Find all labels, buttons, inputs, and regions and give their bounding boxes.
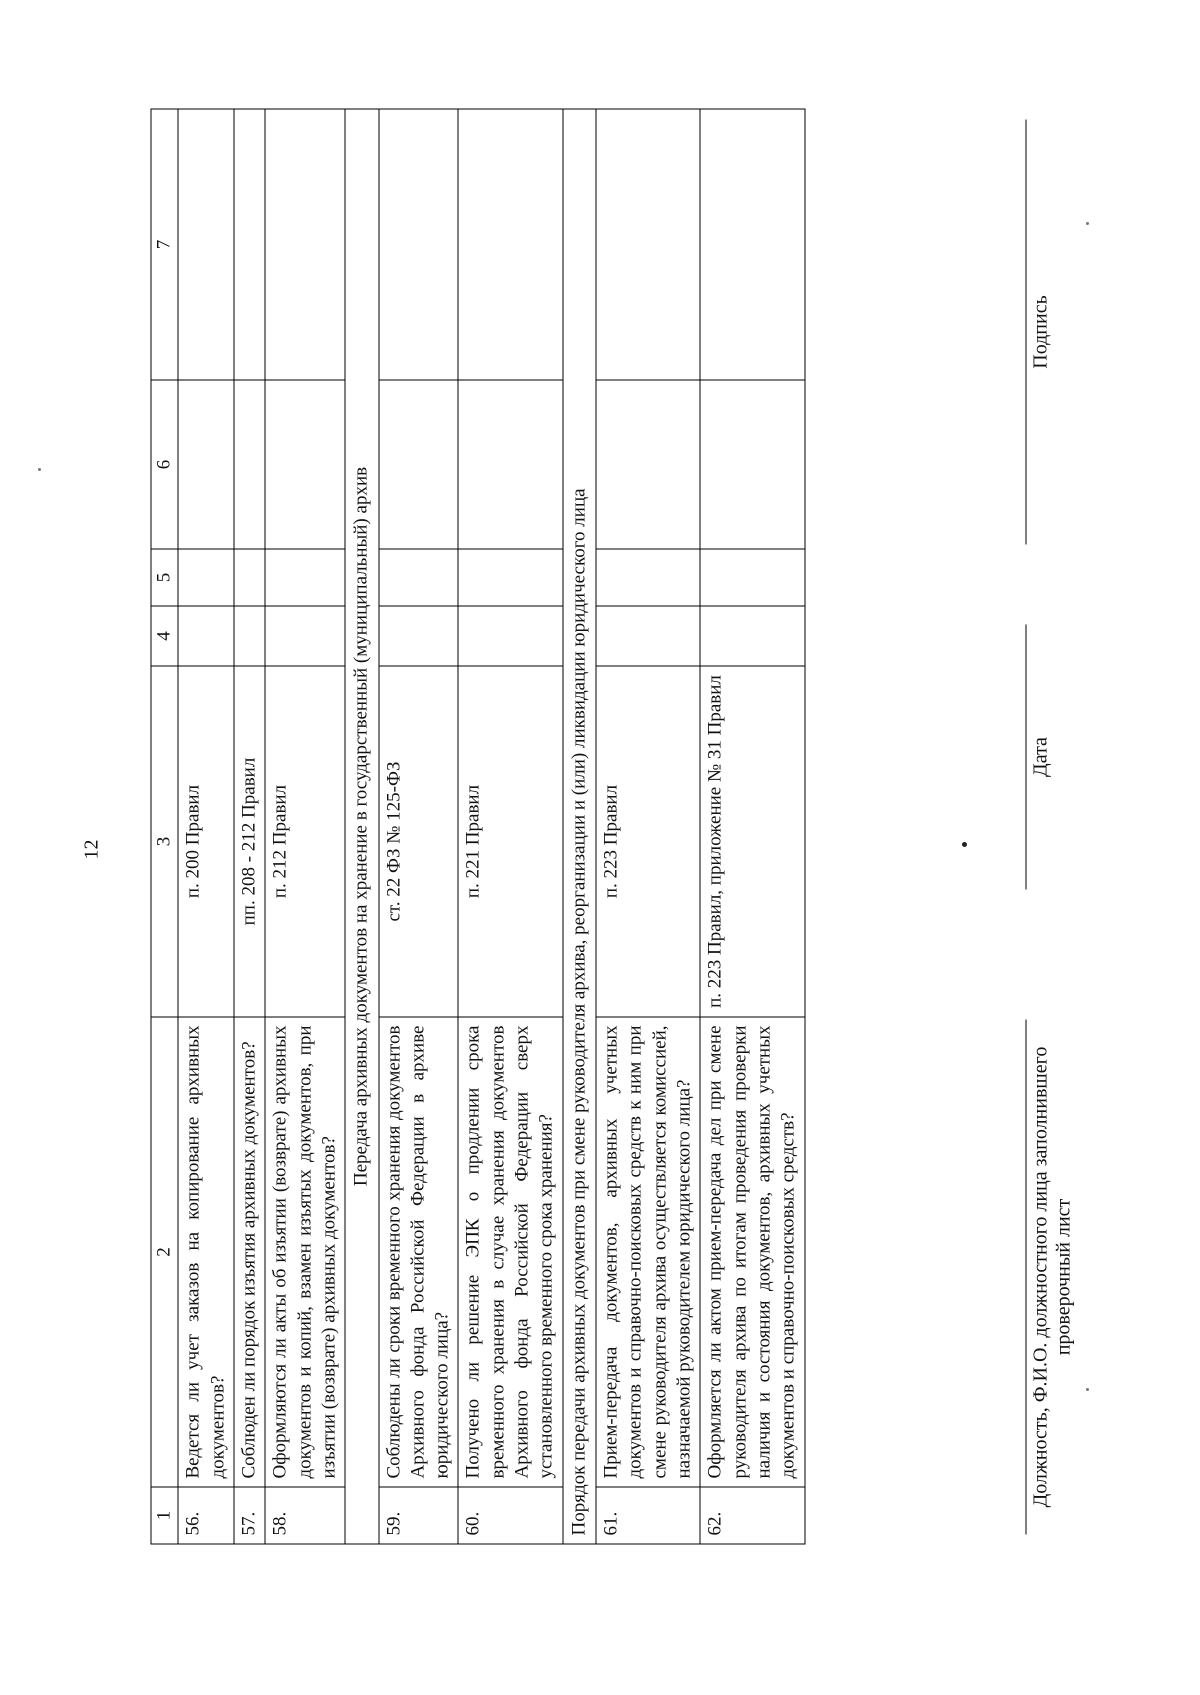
table-row (700, 109, 804, 1544)
section-row (345, 109, 378, 1544)
section-title: Передача архивных документов на хранение в государственный (муниципальный) архив (345, 109, 378, 1544)
answer-cell[interactable] (700, 549, 804, 606)
date-line[interactable] (1026, 625, 1027, 890)
scan-speck (962, 842, 967, 847)
question-cell: Ведется ли учет заказов на копирование архивных документов? (178, 1017, 234, 1487)
reference-cell: п. 221 Правил (458, 666, 562, 1017)
scan-speck (1086, 222, 1089, 225)
question-cell: Соблюдены ли сроки временного хранения документов Архивного фонда Российской Федерации в архиве юридического лица? (379, 1017, 459, 1487)
table-row (265, 109, 345, 1544)
note-cell[interactable] (265, 109, 345, 380)
question-cell: Получено ли решение ЭПК о продлении срока временного хранения в случае хранения документов Архивного фонда Российской Федерации сверх установленного временного срока хранения? (458, 1017, 562, 1487)
row-number: 56. (178, 1487, 234, 1544)
section-row (563, 109, 596, 1544)
answer-cell[interactable] (234, 606, 265, 666)
answer-cell[interactable] (700, 380, 804, 549)
header-cell: 7 (151, 109, 178, 380)
position-line[interactable] (1026, 1020, 1027, 1535)
date-caption: Дата (1029, 737, 1052, 777)
table-row (596, 109, 700, 1544)
answer-cell[interactable] (265, 380, 345, 549)
position-caption: Должность, Ф.И.О. должностного лица заполнившего проверочный лист (1029, 1046, 1075, 1508)
table-row (379, 109, 459, 1544)
answer-cell[interactable] (178, 549, 234, 606)
row-number: 59. (379, 1487, 459, 1544)
table-row (178, 109, 234, 1544)
note-cell[interactable] (596, 109, 700, 380)
reference-cell: п. 223 Правил, приложение № 31 Правил (700, 666, 804, 1017)
reference-cell: п. 200 Правил (178, 666, 234, 1017)
reference-cell: п. 212 Правил (265, 666, 345, 1017)
scan-speck (38, 468, 41, 471)
signature-caption: Подпись (1029, 295, 1052, 369)
row-number: 57. (234, 1487, 265, 1544)
table-header-row (151, 109, 178, 1544)
header-cell: 2 (151, 1017, 178, 1487)
signature-block (1026, 110, 1136, 1545)
row-number: 62. (700, 1487, 804, 1544)
question-cell: Оформляются ли акты об изъятии (возврате) архивных документов и копий, взамен изъятых документов, при изъятии (возврате) архивных документов? (265, 1017, 345, 1487)
checklist-table (151, 109, 806, 1545)
section-title: Порядок передачи архивных документов при смене руководителя архива, реорганизации и (или) ликвидации юридического лица (563, 109, 596, 1544)
question-cell: Прием-передача документов, архивных учетных документов и справочно-поисковых средств к ним при смене руководителя архива осуществляется комиссией, назначаемой руководителем юридического лица? (596, 1017, 700, 1487)
reference-cell: пп. 208 - 212 Правил (234, 666, 265, 1017)
note-cell[interactable] (700, 109, 804, 380)
row-number: 58. (265, 1487, 345, 1544)
answer-cell[interactable] (234, 549, 265, 606)
page-number: 12 (80, 839, 103, 860)
answer-cell[interactable] (178, 380, 234, 549)
signature-line[interactable] (1026, 120, 1027, 545)
row-number: 61. (596, 1487, 700, 1544)
reference-cell: п. 223 Правил (596, 666, 700, 1017)
question-cell: Оформляется ли актом прием-передача дел при смене руководителя архива по итогам проведения проверки наличия и состояния документов, архивных учетных документов и справочно-поисковых средств? (700, 1017, 804, 1487)
answer-cell[interactable] (458, 549, 562, 606)
note-cell[interactable] (379, 109, 459, 380)
answer-cell[interactable] (178, 606, 234, 666)
answer-cell[interactable] (265, 606, 345, 666)
answer-cell[interactable] (379, 606, 459, 666)
table-row (458, 109, 562, 1544)
answer-cell[interactable] (234, 380, 265, 549)
answer-cell[interactable] (379, 549, 459, 606)
answer-cell[interactable] (265, 549, 345, 606)
header-cell: 3 (151, 666, 178, 1017)
header-cell: 1 (151, 1487, 178, 1544)
note-cell[interactable] (234, 109, 265, 380)
row-number: 60. (458, 1487, 562, 1544)
scan-speck (1086, 1388, 1089, 1391)
reference-cell: ст. 22 ФЗ № 125-ФЗ (379, 666, 459, 1017)
table-row (234, 109, 265, 1544)
answer-cell[interactable] (458, 606, 562, 666)
answer-cell[interactable] (379, 380, 459, 549)
question-cell: Соблюден ли порядок изъятия архивных документов? (234, 1017, 265, 1487)
header-cell: 6 (151, 380, 178, 549)
note-cell[interactable] (458, 109, 562, 380)
answer-cell[interactable] (596, 606, 700, 666)
answer-cell[interactable] (700, 606, 804, 666)
answer-cell[interactable] (458, 380, 562, 549)
answer-cell[interactable] (596, 380, 700, 549)
header-cell: 5 (151, 549, 178, 606)
answer-cell[interactable] (596, 549, 700, 606)
note-cell[interactable] (178, 109, 234, 380)
header-cell: 4 (151, 606, 178, 666)
rotated-page-content (151, 110, 1075, 1545)
